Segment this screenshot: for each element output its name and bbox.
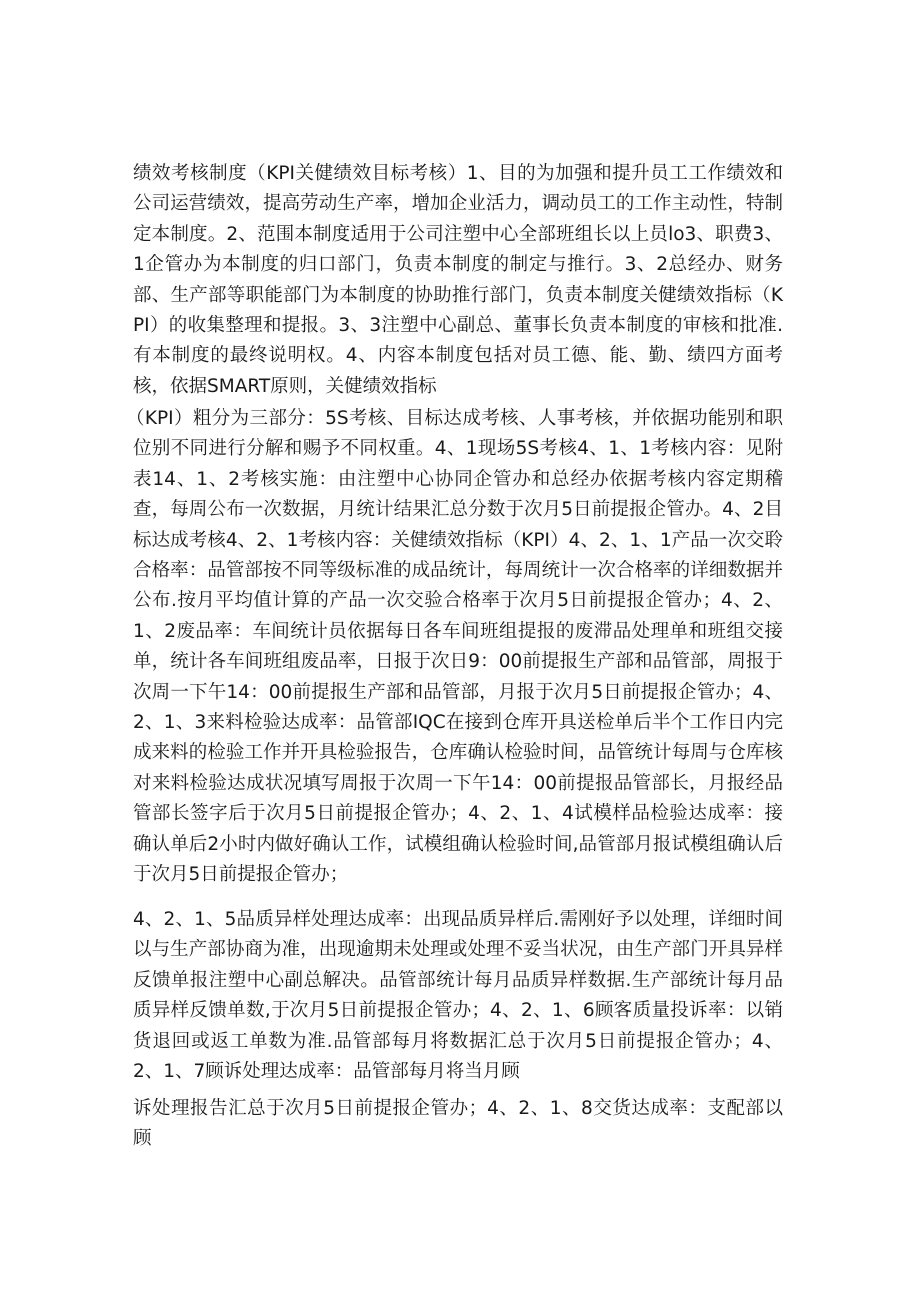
paragraph-kpi-breakdown: （KPI）粗分为三部分：5S考核、目标达成考核、人事考核，并依据功能别和职位别不同进行分解和赐予不同权重。4、1现场5S考核4、1、1考核内容：见附表14、1、2考核实施：由注塑中心协同企管办和总经办依据考核内容定期稽查，每周公布一次数据，月统计结果汇总分数于次月5日前提报企管办。4、2目标达成考核4、2、1考核内容：关健绩效指标（KPI）4、2、1、1产品一次交聆合格率：品管部按不同等级标准的成品统计，每周统计一次合格率的详细数据并公布.按月平均值计算的产品一次交验合格率于次月5日前提报企管办；4、2、1、2废品率：车间统计员依据每日各车间班组提报的废滞品处理单和班组交接单，统计各车间班组废品率，日报于次日9：00前提报生产部和品管部，周报于次周一下午14：00前提报生产部和品管部，月报于次月5日前提报企管办；4、2、1、3来料检验达成率：品管部IQC在接到仓库开具送检单后半个工作日内完成来料的检验工作并开具检验报告，仓库确认检验时间，品管统计每周与仓库核对来料检验达成状况填写周报于次周一下午14：00前提报品管部长，月报经品管部长签字后于次月5日前提报企管办；4、2、1、4试模样品检验达成率：接确认单后2小时内做好确认工作，试模组确认检验时间,品管部月报试模组确认后于次月5日前提报企管办； (126, 408, 783, 886)
paragraph-performance-system-intro: 绩效考核制度（KPI关健绩效目标考核）1、目的为加强和提升员工工作绩效和公司运营绩效，提高劳动生产率，增加企业活力，调动员工的工作主动性，特制定本制度。2、范围本制度适用于公司注塑中心全部班组长以上员lo3、职费3、1企管办为本制度的归口部门，负责本制度的制定与推行。3、2总经办、财务部、生产部等职能部门为本制度的协助推行部门，负责本制度关健绩效指标（KPI）的收集整理和提报。3、3注塑中心副总、董事长负责本制度的审核和批准.有本制度的最终说明权。4、内容本制度包括对员工德、能、勤、绩四方面考核，依据SMART原则，关健绩效指标 (133, 163, 783, 397)
paragraph-delivery-rate: 诉处理报告汇总于次月5日前提报企管办；4、2、1、8交货达成率：支配部以顾 (133, 1098, 783, 1150)
paragraph-quality-exception: 4、2、1、5品质异样处理达成率：出现品质异样后.需刚好予以处理，详细时间以与生产部协商为准，出现逾期未处理或处理不妥当状况，由生产部门开具异样反馈单报注塑中心副总解决。品管部统计每月品质异样数据.生产部统计每月品质异样反馈单数,于次月5日前提报企管办；4、2、1、6顾客质量投诉率：以销货退回或返工单数为准.品管部每月将数据汇总于次月5日前提报企管办；4、2、1、7顾诉处理达成率：品管部每月将当月顾 (133, 909, 783, 1083)
